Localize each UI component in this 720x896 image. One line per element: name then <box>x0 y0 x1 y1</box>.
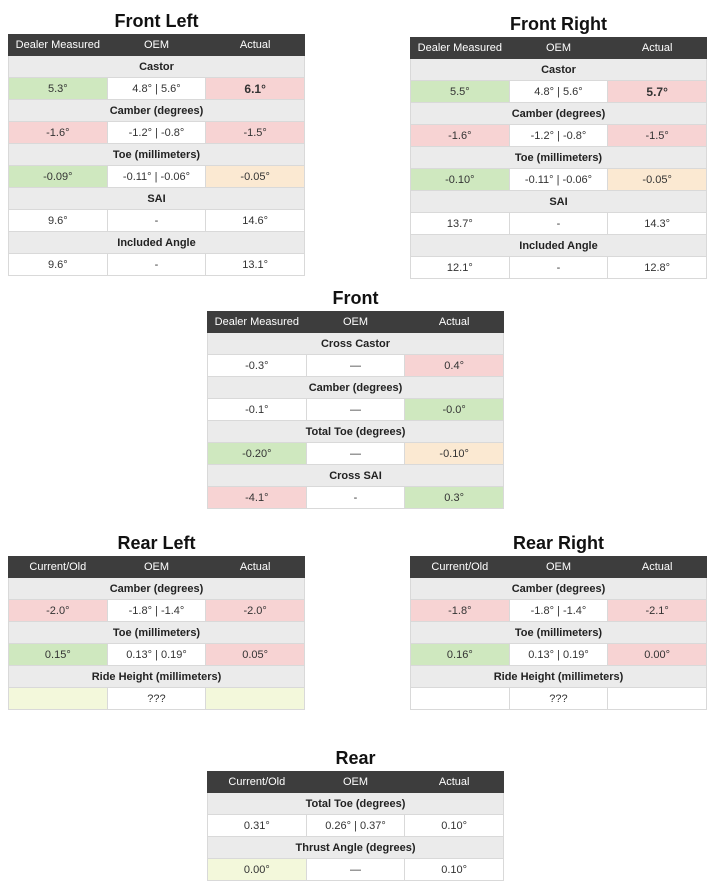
col-actual: Actual <box>206 35 305 56</box>
table-row <box>9 122 305 144</box>
row-label-toe: Toe (millimeters) <box>411 622 707 644</box>
actual-cell: 6.1° <box>206 78 305 100</box>
dealer-cell: 5.5° <box>411 81 510 103</box>
col-actual: Actual <box>608 38 707 59</box>
oem-cell: — <box>306 859 405 881</box>
actual-cell: -0.05° <box>608 169 707 191</box>
col-dealer-measured: Dealer Measured <box>208 312 307 333</box>
dealer-cell: 9.6° <box>9 210 108 232</box>
current-cell: 0.31° <box>208 815 307 837</box>
front-table <box>207 311 504 509</box>
actual-cell: 0.4° <box>405 355 504 377</box>
dealer-cell: 5.3° <box>9 78 108 100</box>
table-row <box>9 644 305 666</box>
rear-left-title: Rear Left <box>117 533 196 553</box>
actual-cell: -2.1° <box>608 600 707 622</box>
col-oem: OEM <box>306 772 405 793</box>
table-row <box>9 78 305 100</box>
row-label-castor: Castor <box>9 56 305 78</box>
table-row <box>411 213 707 235</box>
row-label-castor: Castor <box>411 59 707 81</box>
row-label-toe: Toe (millimeters) <box>9 622 305 644</box>
rear-left-table <box>8 556 305 710</box>
col-actual: Actual <box>405 772 504 793</box>
table-row <box>208 355 504 377</box>
row-label-total-toe: Total Toe (degrees) <box>208 793 504 815</box>
row-label-included-angle: Included Angle <box>9 232 305 254</box>
table-row <box>208 487 504 509</box>
table-row <box>208 859 504 881</box>
row-label-included-angle: Included Angle <box>411 235 707 257</box>
table-row <box>9 688 305 710</box>
oem-cell: 0.13° | 0.19° <box>107 644 206 666</box>
row-label-camber: Camber (degrees) <box>9 578 305 600</box>
row-label-sai: SAI <box>9 188 305 210</box>
actual-cell: 14.3° <box>608 213 707 235</box>
front-title: Front <box>332 288 379 308</box>
actual-cell: -2.0° <box>206 600 305 622</box>
rear-right-title: Rear Right <box>512 533 604 553</box>
row-label-thrust-angle: Thrust Angle (degrees) <box>208 837 504 859</box>
col-oem: OEM <box>107 35 206 56</box>
table-row <box>208 815 504 837</box>
actual-cell: 0.10° <box>405 859 504 881</box>
dealer-cell: 9.6° <box>9 254 108 276</box>
col-dealer-measured: Dealer Measured <box>9 35 108 56</box>
table-row <box>9 600 305 622</box>
row-label-toe: Toe (millimeters) <box>411 147 707 169</box>
actual-cell <box>206 688 305 710</box>
row-label-ride-height: Ride Height (millimeters) <box>411 666 707 688</box>
actual-cell: 12.8° <box>608 257 707 279</box>
dealer-cell: -1.6° <box>411 125 510 147</box>
oem-cell: - <box>107 254 206 276</box>
current-cell <box>411 688 510 710</box>
actual-cell: 0.00° <box>608 644 707 666</box>
table-row <box>9 210 305 232</box>
oem-cell: -0.11° | -0.06° <box>107 166 206 188</box>
current-cell <box>9 688 108 710</box>
col-actual: Actual <box>608 557 707 578</box>
row-label-sai: SAI <box>411 191 707 213</box>
row-label-camber: Camber (degrees) <box>9 100 305 122</box>
oem-cell: 4.8° | 5.6° <box>509 81 608 103</box>
oem-cell: ??? <box>107 688 206 710</box>
actual-cell: 5.7° <box>608 81 707 103</box>
table-row <box>411 125 707 147</box>
col-oem: OEM <box>509 38 608 59</box>
oem-cell: -1.8° | -1.4° <box>107 600 206 622</box>
col-current-old: Current/Old <box>208 772 307 793</box>
table-row <box>411 169 707 191</box>
header-row <box>9 35 305 56</box>
dealer-cell: -1.6° <box>9 122 108 144</box>
col-actual: Actual <box>206 557 305 578</box>
oem-cell: -0.11° | -0.06° <box>509 169 608 191</box>
table-row <box>411 644 707 666</box>
table-row <box>208 443 504 465</box>
table-row <box>208 399 504 421</box>
actual-cell: 14.6° <box>206 210 305 232</box>
oem-cell: 0.13° | 0.19° <box>509 644 608 666</box>
dealer-cell: -0.10° <box>411 169 510 191</box>
rear-section <box>207 745 504 881</box>
row-label-toe: Toe (millimeters) <box>9 144 305 166</box>
dealer-cell: -0.1° <box>208 399 307 421</box>
actual-cell: 0.3° <box>405 487 504 509</box>
front-left-table <box>8 34 305 276</box>
oem-cell: - <box>509 213 608 235</box>
oem-cell: -1.2° | -0.8° <box>107 122 206 144</box>
col-current-old: Current/Old <box>411 557 510 578</box>
front-left-section <box>8 8 305 276</box>
col-oem: OEM <box>509 557 608 578</box>
actual-cell: -0.0° <box>405 399 504 421</box>
oem-cell: - <box>107 210 206 232</box>
rear-table <box>207 771 504 881</box>
rear-title: Rear <box>335 748 376 768</box>
oem-cell: — <box>306 443 405 465</box>
table-row <box>9 254 305 276</box>
current-cell: -2.0° <box>9 600 108 622</box>
actual-cell: 0.10° <box>405 815 504 837</box>
actual-cell <box>608 688 707 710</box>
header-row <box>208 312 504 333</box>
oem-cell: ??? <box>509 688 608 710</box>
row-label-cross-castor: Cross Castor <box>208 333 504 355</box>
row-label-camber: Camber (degrees) <box>208 377 504 399</box>
rear-right-section <box>410 530 707 710</box>
row-label-total-toe: Total Toe (degrees) <box>208 421 504 443</box>
front-right-table <box>410 37 707 279</box>
rear-left-section <box>8 530 305 710</box>
header-row <box>411 557 707 578</box>
current-cell: -1.8° <box>411 600 510 622</box>
front-right-title: Front Right <box>510 14 607 34</box>
oem-cell: 4.8° | 5.6° <box>107 78 206 100</box>
col-oem: OEM <box>107 557 206 578</box>
dealer-cell: -0.20° <box>208 443 307 465</box>
header-row <box>208 772 504 793</box>
oem-cell: -1.2° | -0.8° <box>509 125 608 147</box>
dealer-cell: 12.1° <box>411 257 510 279</box>
row-label-camber: Camber (degrees) <box>411 103 707 125</box>
row-label-cross-sai: Cross SAI <box>208 465 504 487</box>
table-row <box>9 166 305 188</box>
table-row <box>411 600 707 622</box>
oem-cell: — <box>306 355 405 377</box>
actual-cell: -1.5° <box>206 122 305 144</box>
current-cell: 0.15° <box>9 644 108 666</box>
oem-cell: - <box>306 487 405 509</box>
col-current-old: Current/Old <box>9 557 108 578</box>
actual-cell: -1.5° <box>608 125 707 147</box>
rear-right-table <box>410 556 707 710</box>
oem-cell: - <box>509 257 608 279</box>
current-cell: 0.16° <box>411 644 510 666</box>
actual-cell: -0.10° <box>405 443 504 465</box>
actual-cell: 13.1° <box>206 254 305 276</box>
front-left-title: Front Left <box>114 11 199 31</box>
header-row <box>411 38 707 59</box>
row-label-ride-height: Ride Height (millimeters) <box>9 666 305 688</box>
current-cell: 0.00° <box>208 859 307 881</box>
actual-cell: 0.05° <box>206 644 305 666</box>
header-row <box>9 557 305 578</box>
dealer-cell: -0.09° <box>9 166 108 188</box>
row-label-camber: Camber (degrees) <box>411 578 707 600</box>
col-dealer-measured: Dealer Measured <box>411 38 510 59</box>
col-oem: OEM <box>306 312 405 333</box>
oem-cell: — <box>306 399 405 421</box>
front-right-section <box>410 11 707 279</box>
oem-cell: -1.8° | -1.4° <box>509 600 608 622</box>
oem-cell: 0.26° | 0.37° <box>306 815 405 837</box>
dealer-cell: -4.1° <box>208 487 307 509</box>
front-section <box>207 285 504 509</box>
dealer-cell: -0.3° <box>208 355 307 377</box>
col-actual: Actual <box>405 312 504 333</box>
actual-cell: -0.05° <box>206 166 305 188</box>
dealer-cell: 13.7° <box>411 213 510 235</box>
table-row <box>411 257 707 279</box>
table-row <box>411 81 707 103</box>
table-row <box>411 688 707 710</box>
